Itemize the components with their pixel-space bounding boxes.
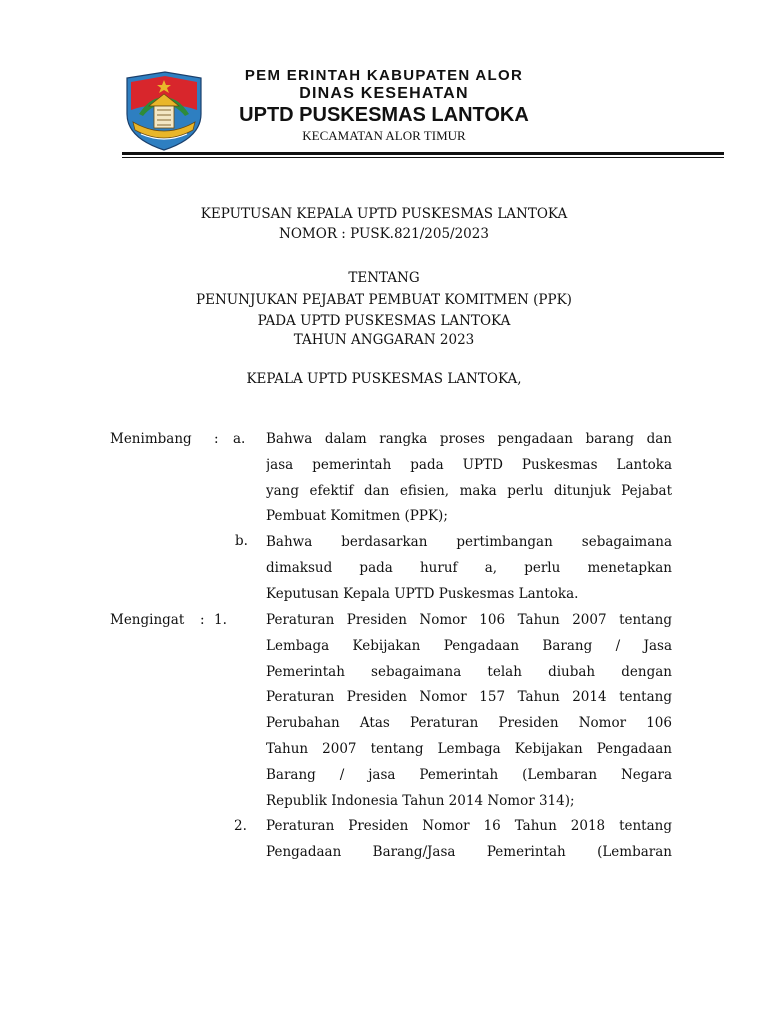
decree-subject-line: PADA UPTD PUSKESMAS LANTOKA <box>257 313 511 329</box>
mengingat-item-2-line: Pengadaan Barang/Jasa Pemerintah (Lembaran <box>266 843 672 860</box>
menimbang-item-a <box>266 427 672 530</box>
mengingat-item-1-line: Lembaga Kebijakan Pengadaan Barang / Jasa <box>266 637 672 654</box>
mengingat-item-marker: 2. <box>234 818 247 834</box>
letterhead-divider-thin <box>122 157 724 158</box>
mengingat-item-2 <box>266 814 672 866</box>
letterhead-agency: DINAS KESEHATAN <box>299 85 469 102</box>
decree-subject-line: TAHUN ANGGARAN 2023 <box>293 332 475 348</box>
letterhead-district: KECAMATAN ALOR TIMUR <box>302 128 466 143</box>
mengingat-item-1-line: Pemerintah sebagaimana telah diubah dengan <box>266 663 672 680</box>
decree-about: TENTANG <box>348 270 420 286</box>
menimbang-colon: : <box>214 431 219 447</box>
mengingat-item-1-line: Perubahan Atas Peraturan Presiden Nomor 106 <box>266 715 672 732</box>
mengingat-label: Mengingat <box>110 612 185 628</box>
regency-coat-of-arms-icon <box>121 70 207 152</box>
decree-issuer: KEPALA UPTD PUSKESMAS LANTOKA, <box>246 371 522 387</box>
decree-subject-line: PENUNJUKAN PEJABAT PEMBUAT KOMITMEN (PPK) <box>196 292 572 308</box>
mengingat-colon: : <box>200 612 205 628</box>
mengingat-item-2-line: Peraturan Presiden Nomor 16 Tahun 2018 tentang <box>266 818 672 834</box>
mengingat-item-1-line: Barang / jasa Pemerintah (Lembaran Negara <box>266 766 672 783</box>
menimbang-item-a-line: jasa pemerintah pada UPTD Puskesmas Lantoka <box>266 456 672 473</box>
mengingat-item-marker: 1. <box>214 612 227 628</box>
mengingat-item-1 <box>266 608 672 814</box>
menimbang-item-b-line: Bahwa berdasarkan pertimbangan sebagaimana <box>266 534 672 550</box>
letterhead-government: PEM ERINTAH KABUPATEN ALOR <box>244 67 524 84</box>
menimbang-item-b-line: Keputusan Kepala UPTD Puskesmas Lantoka. <box>266 585 579 602</box>
mengingat-item-1-line: Tahun 2007 tentang Lembaga Kebijakan Pengadaan <box>266 740 672 757</box>
mengingat-item-1-line: Peraturan Presiden Nomor 106 Tahun 2007 tentang <box>266 612 672 628</box>
menimbang-item-a-line: Pembuat Komitmen (PPK); <box>266 508 448 525</box>
menimbang-label: Menimbang <box>110 431 192 447</box>
menimbang-item-marker: b. <box>235 533 248 549</box>
letterhead-divider-thick <box>122 152 724 155</box>
mengingat-item-1-line: Republik Indonesia Tahun 2014 Nomor 314); <box>266 792 575 809</box>
mengingat-item-1-line: Peraturan Presiden Nomor 157 Tahun 2014 tentang <box>266 689 672 706</box>
menimbang-item-b-line: dimaksud pada huruf a, perlu menetapkan <box>266 559 672 576</box>
decree-number: NOMOR : PUSK.821/205/2023 <box>279 226 489 242</box>
menimbang-item-marker: a. <box>233 431 246 447</box>
decree-title: KEPUTUSAN KEPALA UPTD PUSKESMAS LANTOKA <box>200 206 568 222</box>
menimbang-item-a-line: yang efektif dan efisien, maka perlu ditunjuk Pejabat <box>266 482 672 499</box>
menimbang-item-b <box>266 530 672 607</box>
letterhead-unit: UPTD PUSKESMAS LANTOKA <box>239 104 529 126</box>
menimbang-item-a-line: Bahwa dalam rangka proses pengadaan barang dan <box>266 431 672 447</box>
